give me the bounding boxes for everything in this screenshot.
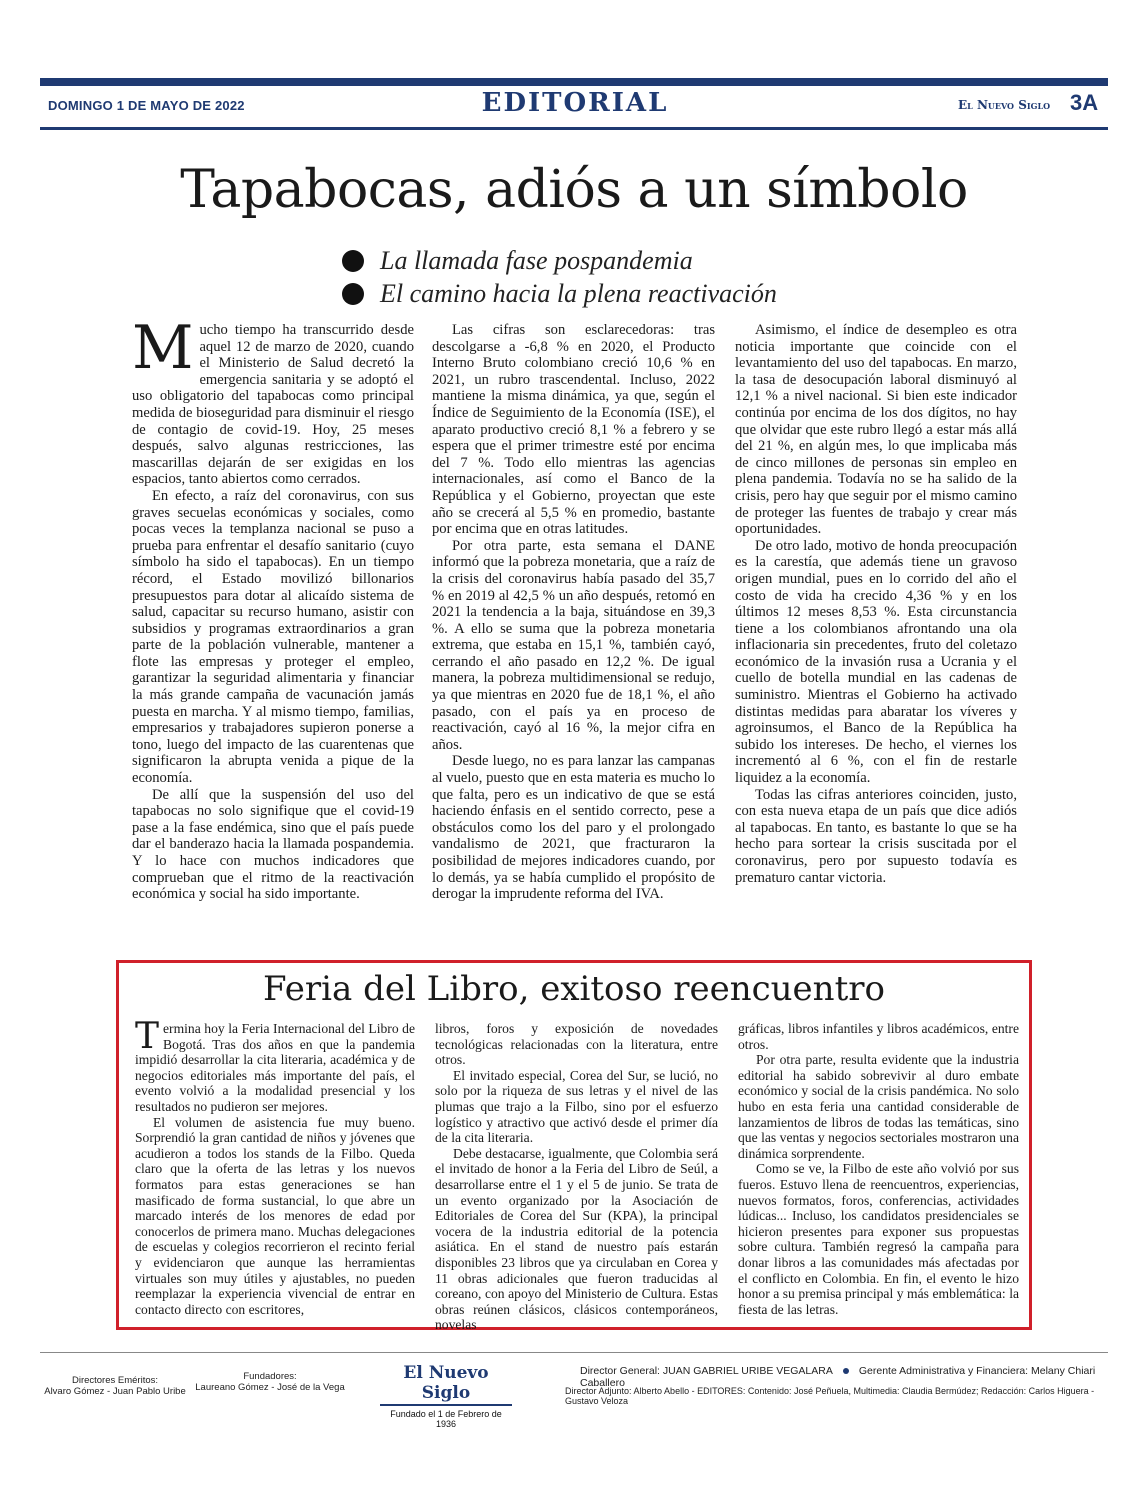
page-number: 3A [1070,90,1099,115]
paragraph: gráficas, libros infantiles y libros académicos, entre otros. [738,1021,1019,1052]
paragraph: Todas las cifras anteriores coinciden, justo, con esta nueva etapa de un país que dice adiós al tapabocas. En tanto, es bastante lo que se ha hecho para sortear la crisis suscitada por el coronavirus, pero por supuesto todavía es prematuro cantar victoria. [735,786,1017,886]
secondary-editorial-box [116,960,1032,1333]
emeritus-directors: Directores Eméritos: Alvaro Gómez - Juan Pablo Uribe [44,1375,186,1397]
paragraph: Como se ve, la Filbo de este año volvió por sus fueros. Estuvo llena de reencuentros, experiencias, nuevos formatos, foros, conferencias, actividades lúdicas... Incluso, los candidatos presidenciales se hicieron presentes para exponer sus propuestas sobre cultura. También regresó la campaña para donar libros a las comunidades más afectadas por el conflicto en Colombia. En fin, el evento le hizo honor a su premisa principal y más emblemática: la fiesta de las letras. [738,1161,1019,1317]
editorial-column-1 [132,313,414,903]
newspaper-brand: El Nuevo Siglo [958,98,1051,112]
paragraph: El volumen de asistencia fue muy bueno. Sorprendió la gran cantidad de niños y jóvenes que acudieron a todos los stands de la Filbo. Queda claro que la oferta de las letras y los nuevos formatos para estas generaciones se han masificado de forma sustancial, lo que abre un marcado interés de los menores de edad por conocerlos de primera mano. Muchas delegaciones de escuelas y colegios recorrieron el recinto ferial y evidenciaron que aunque las herramientas virtuales son muy útiles y ajustables, no pueden reemplazar la experiencia vivencial de entrar en contacto directo con escritores, [135,1114,415,1317]
paragraph: Por otra parte, resulta evidente que la industria editorial ha sabido sobrevivir al duro embate económico y social de la crisis pandémica. No solo hubo en esta feria una cantidad considerable de lanzamientos de libros de todas las temáticas, sino que las ventas y negocios sectoriales mostraron una dinámica sorprendente. [738,1052,1019,1161]
paragraph: De allí que la suspensión del uso del tapabocas no solo signifique que el covid-19 pase a la fase endémica, sino que el país puede dar el banderazo hacia la llamada pospandemia. Y lo hace con muchos indicadores que comprueban que el ritmo de la reactivación económica y social ha sido importante. [132,786,414,903]
paragraph: Asimismo, el índice de desempleo es otra noticia importante que coincide con el levantamiento del uso del tapabocas. En marzo, la tasa de desocupación laboral disminuyó al 12,1 % a nivel nacional. Si bien este indicador continúa por encima de los dos dígitos, no hay que olvidar que este rubro llegó a estar más allá del 21 %, en algún mes, lo que implicaba más de cinco millones de personas sin empleo en plena pandemia. Todavía no se ha salido de la crisis, pero hay que seguir por el mismo camino de proteger las fuentes de trabajo y crear más oportunidades. [735,322,1017,538]
director-line: Director General: JUAN GABRIEL URIBE VEGALARA Gerente Administrativa y Financiera: Melany Chiari Caballero [580,1365,1096,1389]
paragraph: El invitado especial, Corea del Sur, se lució, no solo por la riqueza de sus letras y el nivel de las plumas que trajo a la Filbo, sino por el esfuerzo logístico y atractivo que activó desde el primer día de la cita literaria. [435,1067,718,1146]
editorial-column-3 [735,322,1017,886]
masthead-top-bar [40,78,1108,86]
paragraph: libros, foros y exposición de novedades tecnológicas relacionadas con la literatura, entre otros. [435,1021,718,1068]
subhead-item: La llamada fase pospandemia [342,244,862,277]
paragraph: Termina hoy la Feria Internacional del Libro de Bogotá. Tras dos años en que la pandemia impidió desarrollar la cita literaria, académica y de negocios editoriales más importante del país, el evento volvió a la modalidad presencial y los resultados no pudieron ser mejores. [135,1016,415,1114]
paragraph: Las cifras son esclarecedoras: tras descolgarse a -6,8 % en 2020, el Producto Interno Bruto colombiano creció 10,6 % en 2021, un rubro trascendental. Incluso, 2022 mantiene la misma dinámica, ya que, según el Índice de Seguimiento de la Economía (ISE), el aparato productivo creció 8,1 % a febrero y se espera que el primer trimestre esté por encima del 7 %. Todo ello mientras las agencias internacionales, así como el Banco de la República y el Gobierno, proyectan que este año se crecerá al 5,5 % en promedio, bastante por encima que en otras latitudes. [432,322,715,538]
drop-cap: M [132,313,194,383]
editors-line: Director Adjunto: Alberto Abello - EDITORES: Contenido: José Peñuela, Multimedia: Claudia Bermúdez; Redacción: Carlos Higuera - Gustavo Veloza [565,1386,1095,1406]
paragraph: En efecto, a raíz del coronavirus, con sus graves secuelas económicas y sociales, como pocas veces la templanza nacional se puso a prueba para enfrentar el desafío sanitario (cuyo símbolo ha sido el tapabocas). En un tiempo récord, el Estado movilizó billonarios presupuestos para dotar al alicaído sistema de salud, capacitar su recurso humano, asistir con subsidios y programas extraordinarios a gran parte de la población vulnerable, mantener a flote las empresas y proteger el empleo, garantizar la seguridad alimentaria y financiar la más grande campaña de vacunación jamás puesta en marcha. Y al mismo tiempo, familias, empresarios y trabajadores supieron ponerse a tono, luego del impacto de las cuarentenas que significaron la abrupta venida a pique de la economía. [132,487,414,787]
subhead-item: El camino hacia la plena reactivación [342,277,862,310]
bullet-icon [342,283,364,305]
footer-logo: El Nuevo Siglo Fundado el 1 de Febrero de 1936 [380,1363,512,1429]
paragraph: Por otra parte, esta semana el DANE informó que la pobreza monetaria, que a raíz de la crisis del coronavirus había pasado del 35,7 % en 2019 al 42,5 % un año después, retomó en 2021 la tendencia a la baja, situándose en 39,3 %. A ello se suma que la pobreza monetaria extrema, que estaba en 15,1 %, también cayó, cerrando el año pasado en 12,2 %. De igual manera, la pobreza multidimensional se redujo, ya que mientras en 2020 fue de 18,1 %, el año pasado, con el país ya en proceso de reactivación, cayó al 16 %, la mejor cifra en años. [432,537,715,753]
paragraph: Mucho tiempo ha transcurrido desde aquel 12 de marzo de 2020, cuando el Ministerio de Salud decretó la emergencia sanitaria y se adoptó el uso obligatorio del tapabocas como principal medida de bioseguridad para disminuir el riesgo de contagio de covid-19. Hoy, 25 meses después, salvo algunas restricciones, las mascarillas dejarán de ser exigidas en los espacios, tanto abiertos como cerrados. [132,313,414,488]
secondary-column-2 [435,1021,718,1333]
secondary-column-3 [738,1021,1019,1317]
editorial-column-2 [432,322,715,903]
paragraph: Debe destacarse, igualmente, que Colombia será el invitado de honor a la Feria del Libro de Seúl, a desarrollarse entre el 1 y el 5 de junio. Se trata de un evento organizado por la Asociación de Editoriales de Corea del Sur (KPA), la principal vocera de la industria editorial de la potencia asiática. En el stand de nuestro país estarán disponibles 23 libros que ya circulaban en Corea y 11 obras adicionales que fueron traducidas al coreano, con apoyo del Ministerio de Cultura. Estas obras reúnen clásicos, clásicos contemporáneos, novelas [435,1145,718,1333]
page-footer [40,1352,1108,1429]
editorial-headline: Tapabocas, adiós a un símbolo [180,160,968,220]
secondary-column-1 [135,1016,415,1317]
paragraph: Desde luego, no es para lanzar las campanas al vuelo, puesto que en esta materia es mucho lo que falta, pero es un indicativo de que se está haciendo énfasis en el sentido correcto, pese a obstáculos como los del paro y el prolongado vandalismo de 2021, que fracturaron la posibilidad de mejores indicadores cuando, por lo demás, ya se había cumplido el propósito de derogar la imprudente reforma del IVA. [432,753,715,903]
founders: Fundadores: Laureano Gómez - José de la Vega [195,1371,345,1393]
paragraph: De otro lado, motivo de honda preocupación es la carestía, que además tiene un gravoso origen mundial, pues en lo corrido del año el costo de vida ha crecido 4,36 % y en los últimos 12 meses 8,53 %. Esta circunstancia tiene a los colombianos afrontando una ola inflacionaria sin precedentes, fruto del coletazo económico de la invasión rusa a Ucrania y el cuello de botella mundial en las cadenas de suministro. Mientras el Gobierno ha activado distintas medidas para abaratar los víveres y agroinsumos, el Banco de la República ha subido los intereses. De hecho, el viernes los incrementó al 6 %, con el fin de restarle liquidez a la economía. [735,537,1017,787]
drop-cap: T [135,1016,160,1057]
masthead-rule [40,127,1108,130]
page-masthead [40,78,1108,130]
section-title: EDITORIAL [481,88,669,118]
issue-date: DOMINGO 1 DE MAYO DE 2022 [48,98,245,113]
editorial-subheads [342,244,862,310]
secondary-editorial-headline: Feria del Libro, exitoso reencuentro [263,969,885,1009]
separator-icon [843,1368,849,1374]
bullet-icon [342,250,364,272]
